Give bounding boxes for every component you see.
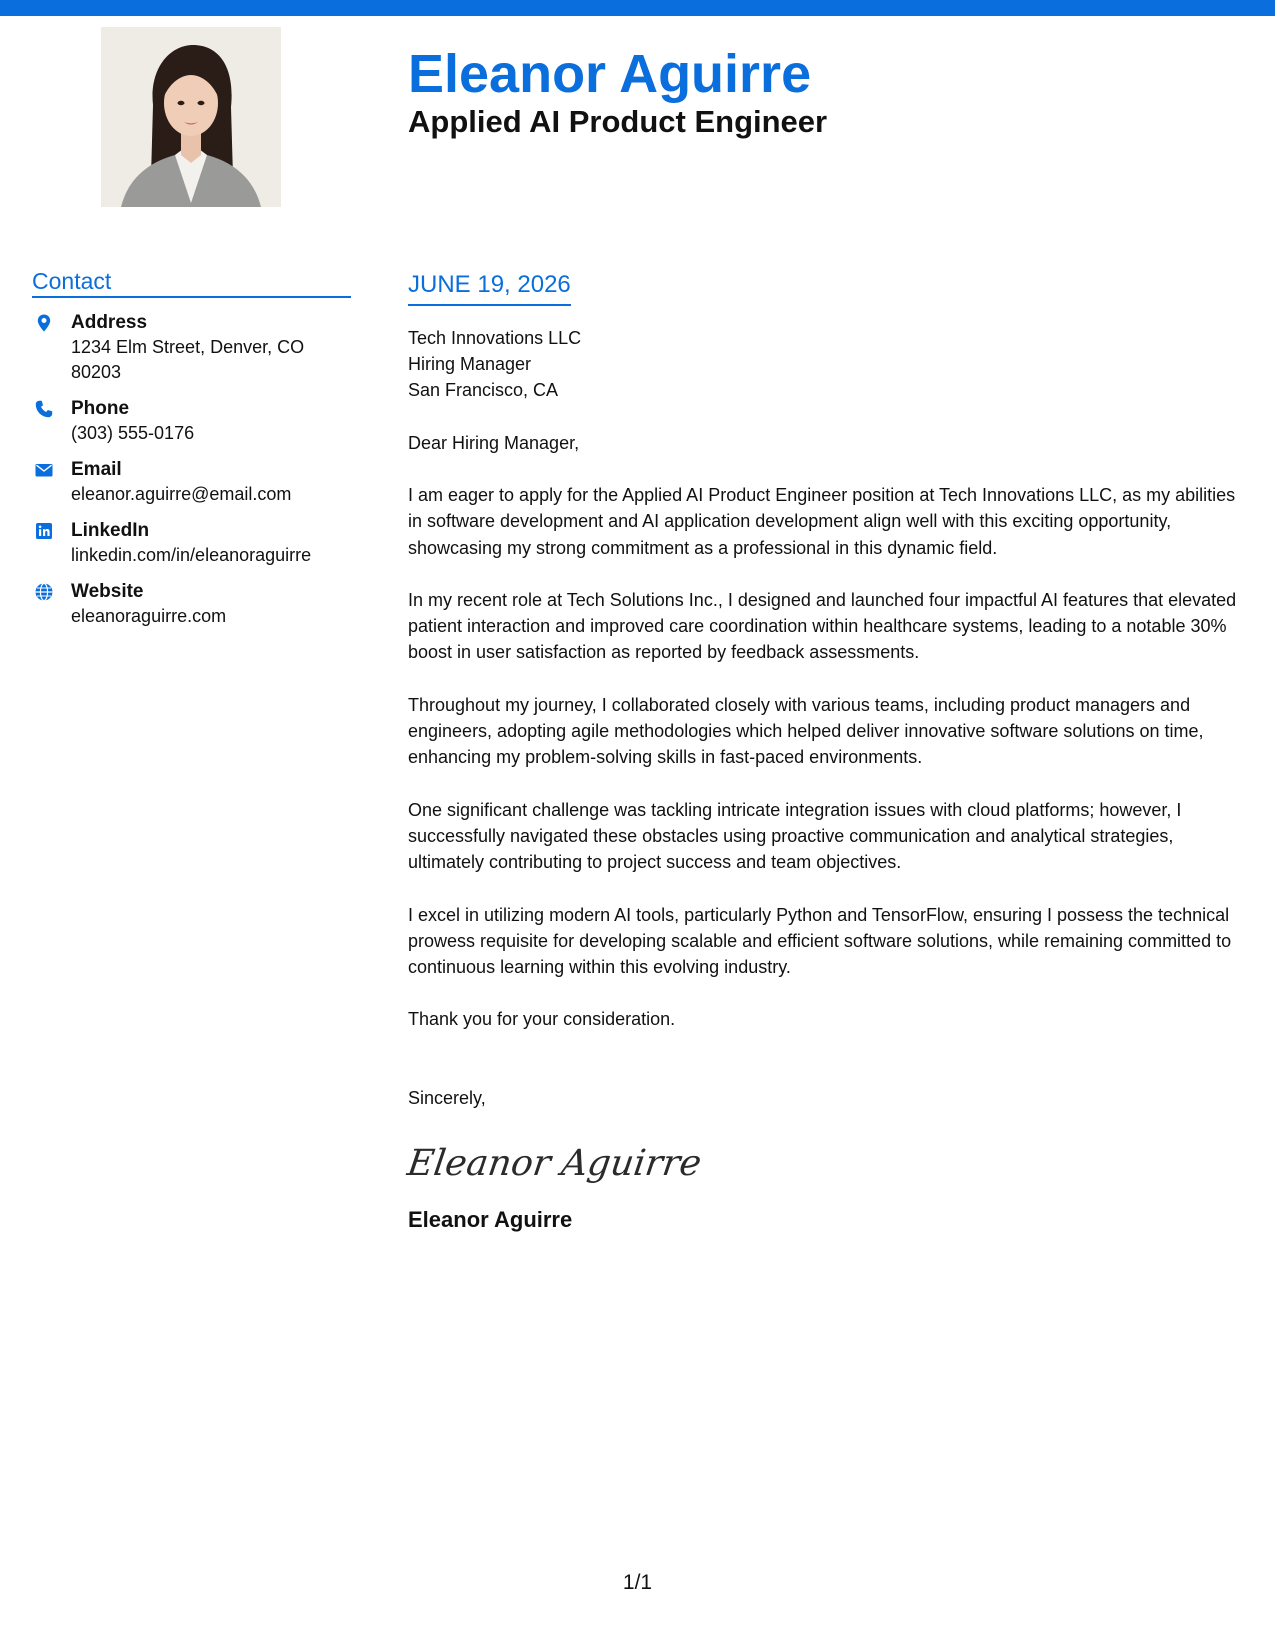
handwritten-signature <box>404 1133 705 1193</box>
contact-label: LinkedIn <box>71 520 150 541</box>
envelope-icon <box>34 460 54 480</box>
contact-value-linkedin: linkedin.com/in/eleanoraguirre <box>71 545 312 565</box>
recipient-location: San Francisco, CA <box>408 380 559 400</box>
cover-letter-body <box>404 268 1248 1235</box>
recipient-block <box>408 325 1248 403</box>
letter-paragraph: In my recent role at Tech Solutions Inc., I designed and launched four impactful AI features that elevated patient interaction and improved care coordination within healthcare systems, leading to a notable 30% boost in user satisfaction as reported by feedback assessments. <box>408 589 1237 663</box>
contact-item-website <box>32 579 351 629</box>
letter-paragraph: I excel in utilizing modern AI tools, particularly Python and TensorFlow, ensuring I possess the technical prowess requisite for developing scalable and efficient software solutions, while remaining committed to continuous learning within this evolving industry. <box>408 904 1232 978</box>
top-accent-bar <box>0 0 1275 16</box>
candidate-name: Eleanor Aguirre <box>408 44 812 104</box>
contact-item-phone <box>32 396 351 446</box>
contact-label: Email <box>71 459 122 480</box>
salutation: Dear Hiring Manager, <box>408 433 580 453</box>
contact-value-website: eleanoraguirre.com <box>71 606 227 626</box>
contact-label: Website <box>71 581 144 602</box>
contact-item-linkedin <box>32 518 351 568</box>
recipient-title: Hiring Manager <box>408 354 532 374</box>
phone-icon <box>34 399 54 419</box>
thank-you-line: Thank you for your consideration. <box>408 1009 676 1030</box>
letter-date: JUNE 19, 2026 <box>408 268 571 306</box>
profile-photo <box>101 27 281 207</box>
contact-item-email <box>32 457 351 507</box>
contact-label: Phone <box>71 398 130 419</box>
svg-text:Eleanor Aguirre: Eleanor Aguirre <box>404 1141 705 1185</box>
candidate-headline: Applied AI Product Engineer <box>408 104 828 139</box>
contact-sidebar <box>32 266 351 640</box>
letter-paragraph: I am eager to apply for the Applied AI Product Engineer position at Tech Innovations LLC, as my abilities in software development and AI application development align well with this exciting opportunity, showcasing my strong commitment as a professional in this dynamic field. <box>408 485 1236 558</box>
contact-label: Address <box>71 312 148 333</box>
contact-list <box>32 310 351 629</box>
letter-paragraph: Throughout my journey, I collaborated closely with various teams, including product managers and engineers, adopting agile methodologies which helped deliver innovative software solutions on time, enhancing my problem-solving skills in fast-paced environments. <box>408 694 1204 768</box>
linkedin-icon <box>34 521 54 541</box>
contact-value-phone: (303) 555-0176 <box>71 423 195 443</box>
closing-line: Sincerely, <box>408 1088 486 1109</box>
contact-heading: Contact <box>32 266 351 298</box>
globe-icon <box>34 582 54 602</box>
recipient-company: Tech Innovations LLC <box>408 328 582 348</box>
map-pin-icon <box>34 313 54 333</box>
letter-paragraph: One significant challenge was tackling intricate integration issues with cloud platforms; however, I successfully navigated these obstacles using proactive communication and analytical strategies, ultimately contributing to project success and team objectives. <box>408 799 1182 873</box>
contact-value-email: eleanor.aguirre@email.com <box>71 484 292 504</box>
signer-name: Eleanor Aguirre <box>408 1207 573 1233</box>
page-number: 1/1 <box>622 1571 653 1594</box>
contact-value-address: 1234 Elm Street, Denver, CO 80203 <box>71 337 305 382</box>
contact-item-address <box>32 310 351 385</box>
